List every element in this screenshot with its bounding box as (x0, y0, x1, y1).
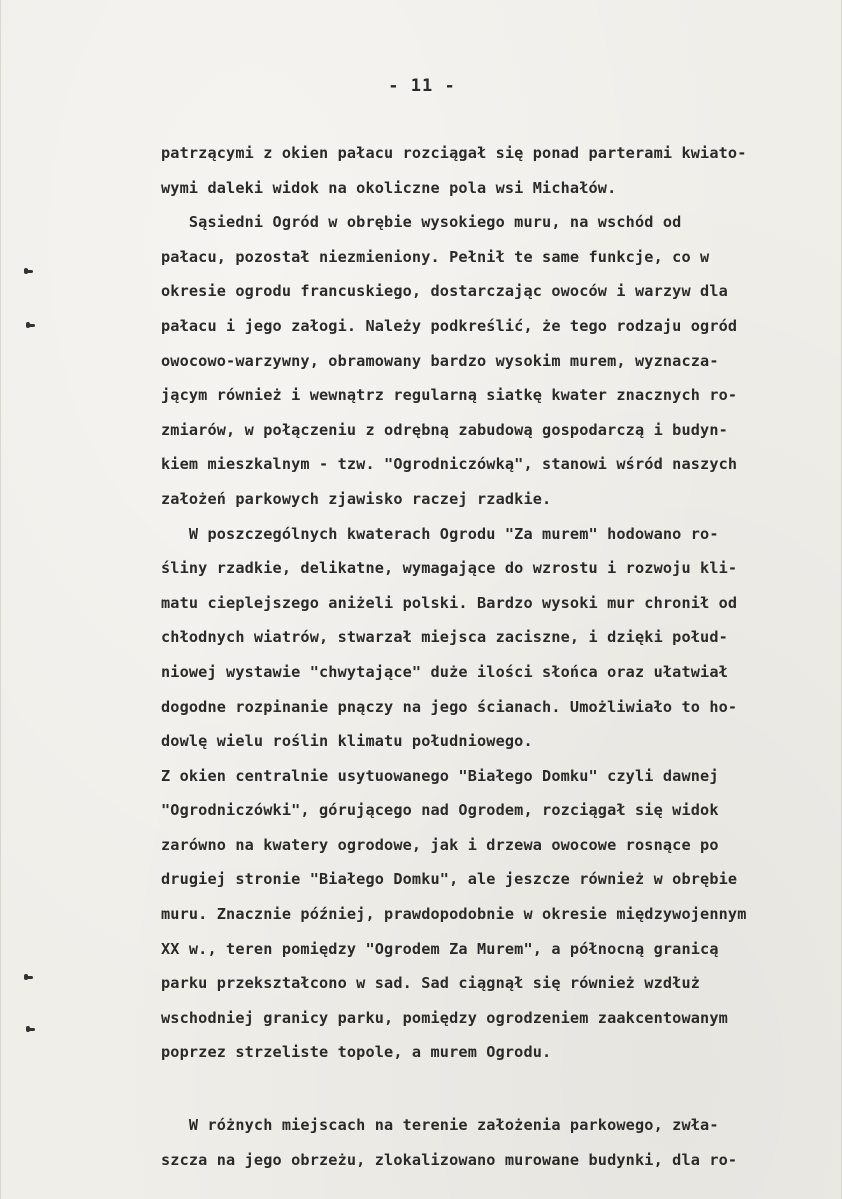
margin-mark (27, 1028, 35, 1031)
text-line: muru. Znacznie później, prawdopodobnie w okresie międzywojennym (161, 905, 747, 924)
text-line: dogodne rozpinanie pnączy na jego ścianach. Umożliwiało to ho- (161, 697, 738, 716)
margin-mark (27, 324, 35, 327)
text-line: matu cieplejszego aniżeli polski. Bardzo wysoki mur chronił od (161, 593, 738, 612)
text-line: Sąsiedni Ogród w obrębie wysokiego muru, na wschód od (161, 213, 682, 232)
text-line: jącym również i wewnątrz regularną siatkę kwater znacznych ro- (161, 386, 738, 405)
margin-mark (25, 270, 33, 273)
text-line: pałacu, pozostał niezmieniony. Pełnił te same funkcje, co w (161, 247, 710, 266)
text-line: chłodnych wiatrów, stwarzał miejsca zaciszne, i dzięki połud- (161, 628, 728, 647)
text-line: "Ogrodniczówki", górującego nad Ogrodem, rozciągał się widok (161, 801, 719, 820)
text-line: niowej wystawie "chwytające" duże ilości słońca oraz ułatwiał (161, 662, 728, 681)
text-line: zarówno na kwatery ogrodowe, jak i drzewa owocowe rosnące po (161, 835, 719, 854)
text-line: Z okien centralnie usytuowanego "Białego Domku" czyli dawnej (161, 766, 719, 785)
text-line: kiem mieszkalnym - tzw. "Ogrodniczówką", stanowi wśród naszych (161, 455, 738, 474)
text-line: parku przekształcono w sad. Sad ciągnął się również wzdłuż (161, 974, 701, 993)
body-text (161, 136, 841, 1177)
text-line: patrzącymi z okien pałacu rozciągał się ponad parterami kwiato- (161, 144, 747, 162)
text-line: XX w., teren pomiędzy "Ogrodem Za Murem", a północną granicą (161, 939, 719, 958)
text-line: wymi daleki widok na okoliczne pola wsi Michałów. (161, 178, 617, 197)
text-line: pałacu i jego załogi. Należy podkreślić, że tego rodzaju ogród (161, 316, 738, 335)
text-line: wschodniej granicy parku, pomiędzy ogrodzeniem zaakcentowanym (161, 1008, 728, 1027)
page-number: - 11 - (388, 76, 456, 96)
text-line: W poszczególnych kwaterach Ogrodu "Za murem" hodowano ro- (161, 524, 719, 543)
text-line: W różnych miejscach na terenie założenia parkowego, zwła- (161, 1116, 719, 1135)
text-line: szcza na jego obrzeżu, zlokalizowano murowane budynki, dla ro- (161, 1150, 738, 1169)
text-line: zmiarów, w połączeniu z odrębną zabudową gospodarczą i budyn- (161, 420, 728, 439)
text-line: owocowo-warzywny, obramowany bardzo wysokim murem, wyznacza- (161, 351, 719, 370)
text-line: drugiej stronie "Białego Domku", ale jeszcze również w obrębie (161, 870, 738, 889)
text-line: okresie ogrodu francuskiego, dostarczając owoców i warzyw dla (161, 282, 728, 301)
text-line: poprzez strzeliste topole, a murem Ogrodu. (161, 1043, 552, 1062)
text-line: śliny rzadkie, delikatne, wymagające do wzrostu i rozwoju kli- (161, 559, 738, 578)
paragraph-gap (161, 1070, 841, 1108)
text-line: dowlę wielu roślin klimatu południowego. (161, 732, 533, 751)
margin-mark (25, 976, 33, 979)
text-line: założeń parkowych zjawisko raczej rzadkie. (161, 489, 552, 508)
